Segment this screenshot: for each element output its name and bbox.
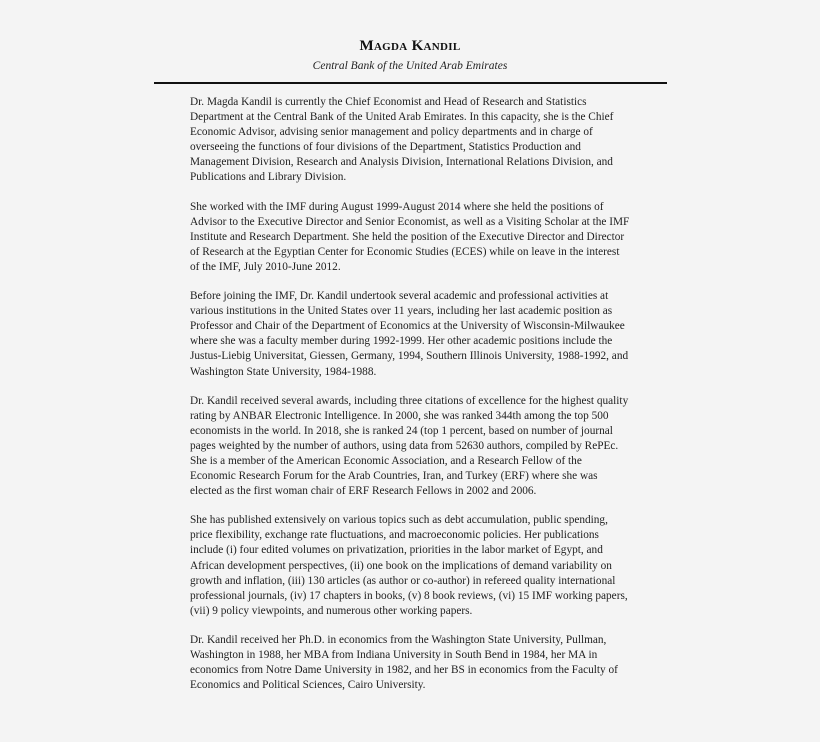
- bio-paragraph-current-role: Dr. Magda Kandil is currently the Chief Economist and Head of Research and Statistics Department at the Central Bank of the United Arab Emirates. In this capacity, she is the Chief Economic Advisor, advising senior management and policy departments and in charge of overseeing the functions of four divisions of the Department, Statistics Production and Management Division, Research and Analysis Division, International Relations Division, and Publications and Library Division.: [190, 96, 614, 184]
- biography-body: [190, 95, 630, 707]
- bio-paragraph-academic: Before joining the IMF, Dr. Kandil undertook several academic and professional activities at various institutions in the United States over 11 years, including her last academic position as Professor and Chair of the Department of Economics at the University of Wisconsin-Milwaukee where she was a faculty member during 1992-1999. Her other academic positions include the Justus-Liebig Universitat, Giessen, Germany, 1994, Southern Illinois University, 1988-1992, and Washington State University, 1984-1988.: [190, 290, 629, 378]
- bio-paragraph-awards: Dr. Kandil received several awards, including three citations of excellence for the highest quality rating by ANBAR Electronic Intelligence. In 2000, she was ranked 344th among the top 500 economists in the world. In 2018, she is ranked 24 (top 1 percent, based on number of journal pages weighted by the number of authors, using data from 52630 authors, compiled by RePEc. She is a member of the American Economic Association, and a Research Fellow of the Economic Research Forum for the Arab Countries, Iran, and Turkey (ERF) where she was elected as the first woman chair of ERF Research Fellows in 2002 and 2006.: [190, 394, 629, 498]
- author-affiliation: Central Bank of the United Arab Emirates: [312, 60, 508, 72]
- bio-paragraph-publications: She has published extensively on various topics such as debt accumulation, public spending, price flexibility, exchange rate fluctuations, and macroeconomic policies. Her publications include (i) four edited volumes on privatization, priorities in the labor market of Egypt, and African development perspectives, (ii) one book on the implications of demand variability on growth and inflation, (iii) 130 articles (as author or co-author) in refereed quality international professional journals, (iv) 17 chapters in books, (v) 8 book reviews, (vi) 15 IMF working papers, (vii) 9 policy viewpoints, and numerous other working papers.: [190, 514, 628, 617]
- bio-paragraph-imf: She worked with the IMF during August 1999-August 2014 where she held the positions of Advisor to the Executive Director and Senior Economist, as well as a Visiting Scholar at the IMF Institute and Research Department. She held the position of the Executive Director and Director of Research at the Egyptian Center for Economic Studies (ECES) while on leave in the interest of the IMF, July 2010-June 2012.: [190, 200, 630, 273]
- author-name: Magda Kandil: [359, 38, 461, 54]
- header-divider: [154, 82, 667, 84]
- bio-paragraph-education: Dr. Kandil received her Ph.D. in economics from the Washington State University, Pullman, Washington in 1988, her MBA from Indiana University in South Bend in 1984, her MA in economics from Notre Dame University in 1982, and her BS in economics from the Faculty of Economics and Political Sciences, Cairo University.: [190, 633, 618, 692]
